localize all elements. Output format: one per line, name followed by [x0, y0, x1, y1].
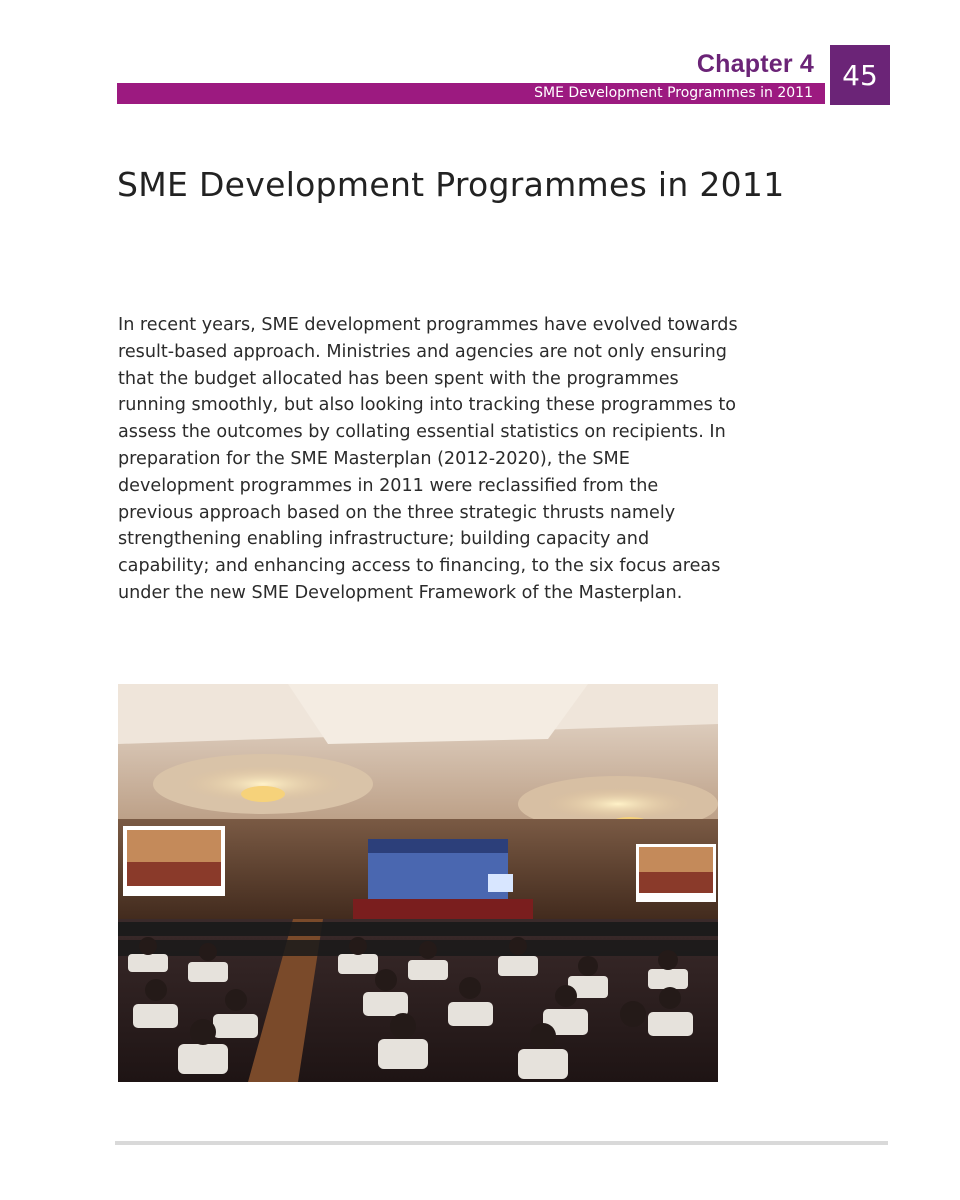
- header-bar: [117, 83, 825, 104]
- running-header-section: SME Development Programmes in 2011: [534, 85, 813, 101]
- page-title: SME Development Programmes in 2011: [117, 165, 785, 204]
- page-number: 45: [842, 58, 878, 92]
- conference-photo: [118, 684, 718, 1082]
- footer-rule: [115, 1141, 888, 1145]
- page-number-box: [830, 45, 890, 105]
- body-paragraph: In recent years, SME development programmes have evolved towards result-based approach. Ministries and agencies are not only ensuring that the budget allocated has been spent with the programmes running smoothly, but also looking into tracking these programmes to assess the outcomes by collating essential statistics on recipients. In preparation for the SME Masterplan (2012-2020), the SME development programmes in 2011 were reclassified from the previous approach based on the three strategic thrusts namely strengthening enabling infrastructure; building capacity and capability; and enhancing access to financing, to the six focus areas under the new SME Development Framework of the Masterplan.: [118, 315, 738, 603]
- chapter-label: Chapter 4: [696, 50, 814, 78]
